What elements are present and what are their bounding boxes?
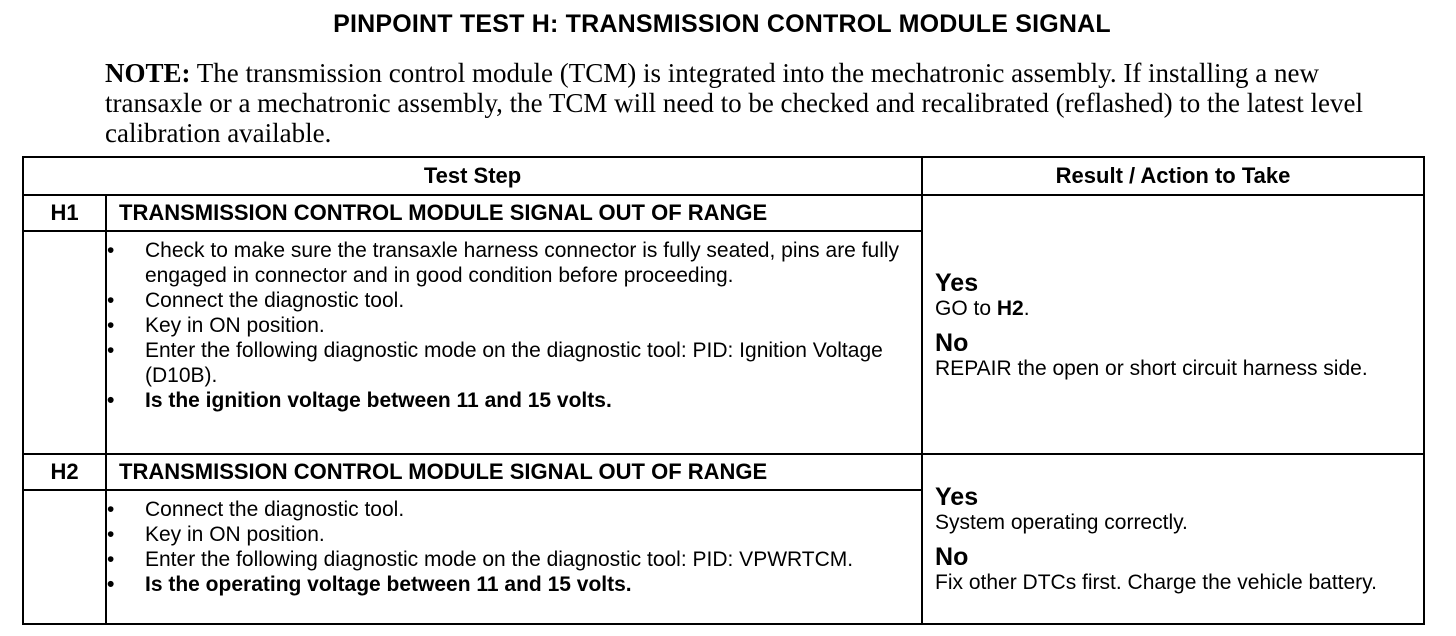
table-header-row bbox=[23, 157, 1424, 195]
no-label: No bbox=[935, 543, 969, 572]
yes-label: Yes bbox=[935, 268, 979, 297]
note-text: The transmission control module (TCM) is integrated into the mechatronic assembly. If installing a new transaxle or a mechatronic assembly, the TCM will need to be checked and recalibrated (reflashed) to the latest level calibration available. bbox=[105, 58, 1363, 148]
instruction-item: • Enter the following diagnostic mode on the diagnostic tool: PID: VPWRTCM. bbox=[107, 548, 854, 572]
yes-action: GO to H2. bbox=[935, 296, 1030, 320]
no-label: No bbox=[935, 328, 969, 357]
step-id: H2 bbox=[23, 454, 106, 490]
step-h1-result bbox=[922, 195, 1424, 454]
step-id: H1 bbox=[23, 195, 106, 231]
step-h2-result bbox=[922, 454, 1424, 624]
instruction-item: • Key in ON position. bbox=[107, 523, 325, 547]
step-name: TRANSMISSION CONTROL MODULE SIGNAL OUT OF RANGE bbox=[106, 195, 922, 231]
note-paragraph bbox=[105, 58, 1395, 148]
no-action: Fix other DTCs first. Charge the vehicle battery. bbox=[935, 571, 1377, 595]
step-h2-title-row bbox=[23, 454, 1424, 490]
no-action: REPAIR the open or short circuit harness side. bbox=[935, 356, 1368, 380]
step-ref-link: H2 bbox=[996, 296, 1024, 320]
header-result-action: Result / Action to Take bbox=[922, 157, 1424, 195]
step-name: TRANSMISSION CONTROL MODULE SIGNAL OUT OF RANGE bbox=[106, 454, 922, 490]
step-h2-instructions bbox=[106, 490, 922, 624]
note-label: NOTE: bbox=[105, 58, 191, 88]
instruction-question: • Is the operating voltage between 11 and 15 volts. bbox=[107, 573, 632, 597]
instruction-item: • Connect the diagnostic tool. bbox=[107, 498, 405, 522]
instruction-item: • Check to make sure the transaxle harness connector is fully seated, pins are fully engaged in connector and in good condition before proceeding. bbox=[107, 239, 900, 287]
instruction-item: • Enter the following diagnostic mode on the diagnostic tool: PID: Ignition Voltage (D10B). bbox=[107, 339, 883, 387]
step-h1-title-row bbox=[23, 195, 1424, 231]
page-title: PINPOINT TEST H: TRANSMISSION CONTROL MODULE SIGNAL bbox=[333, 10, 1111, 38]
instruction-question: • Is the ignition voltage between 11 and 15 volts. bbox=[107, 389, 612, 412]
yes-label: Yes bbox=[935, 483, 979, 512]
step-h1-instructions bbox=[106, 231, 922, 454]
header-test-step: Test Step bbox=[23, 157, 922, 195]
instruction-item: • Connect the diagnostic tool. bbox=[107, 289, 405, 312]
instruction-item: • Key in ON position. bbox=[107, 314, 325, 337]
yes-action: System operating correctly. bbox=[935, 511, 1188, 535]
pinpoint-test-table bbox=[22, 156, 1425, 625]
